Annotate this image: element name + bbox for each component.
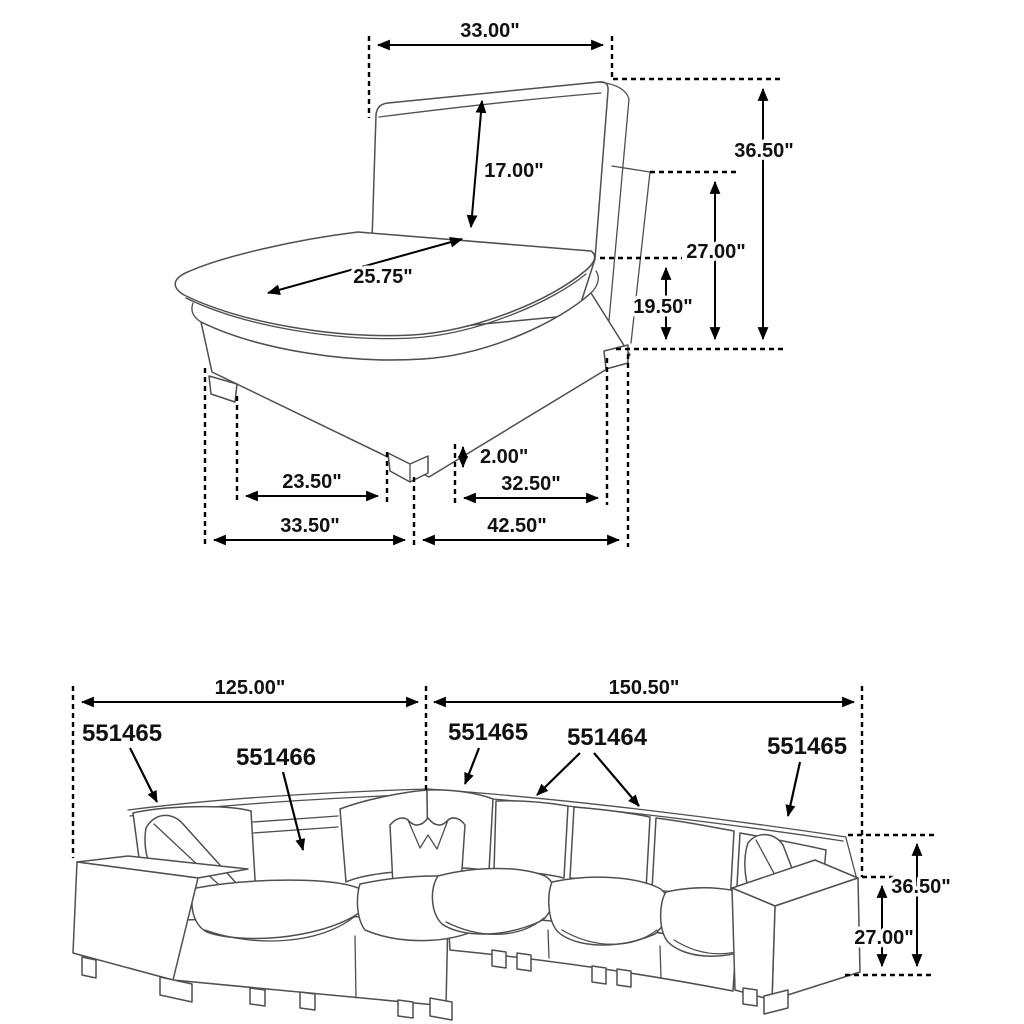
chair-overall-depth-label: 42.50": [487, 515, 547, 537]
chair-back-height-label: 27.00": [686, 241, 746, 263]
sofa-leg: [617, 969, 631, 987]
chair-leg-height-label: 2.00": [480, 446, 529, 468]
sku-label-corner-chair: 551465: [447, 719, 529, 746]
chair-seat-height-label: 19.50": [633, 296, 693, 318]
sku-label-ottoman: 551466: [235, 744, 317, 771]
chair-top-width-label: 33.00": [460, 20, 520, 42]
chair-front-leg-span-label: 23.50": [282, 471, 342, 493]
sofa-leg: [743, 988, 757, 1006]
sofa-right-arm: [732, 888, 775, 1000]
sectional-overall-height-label: 36.50": [891, 876, 951, 898]
sku-label-right-corner-chair: 551465: [766, 733, 848, 760]
chair-back-cushion-label: 17.00": [484, 160, 544, 182]
chair-seat-diagonal-label: 25.75": [353, 266, 413, 288]
sofa-leg: [492, 950, 506, 968]
sofa-leg: [398, 1000, 413, 1018]
sectional-left-width-label: 125.00": [214, 677, 286, 699]
chair-overall-height-label: 36.50": [734, 140, 794, 162]
chair-overall-width-label: 33.50": [280, 515, 340, 537]
sofa-leg: [430, 998, 452, 1020]
chair-side-leg-span-label: 32.50": [501, 473, 561, 495]
sofa-back-cushion: [494, 801, 568, 878]
sofa-leg: [300, 992, 315, 1010]
sofa-leg: [250, 988, 265, 1006]
sofa-leg: [82, 957, 96, 978]
sectional-arm-height-label: 27.00": [854, 927, 914, 949]
sku-label-left-corner-chair: 551465: [81, 720, 163, 747]
sectional-sofa-drawing: [73, 789, 860, 1020]
sofa-leg: [592, 966, 606, 984]
sofa-leg: [517, 953, 531, 971]
sku-label-armless-chairs: 551464: [566, 724, 648, 751]
sectional-right-width-label: 150.50": [608, 677, 680, 699]
